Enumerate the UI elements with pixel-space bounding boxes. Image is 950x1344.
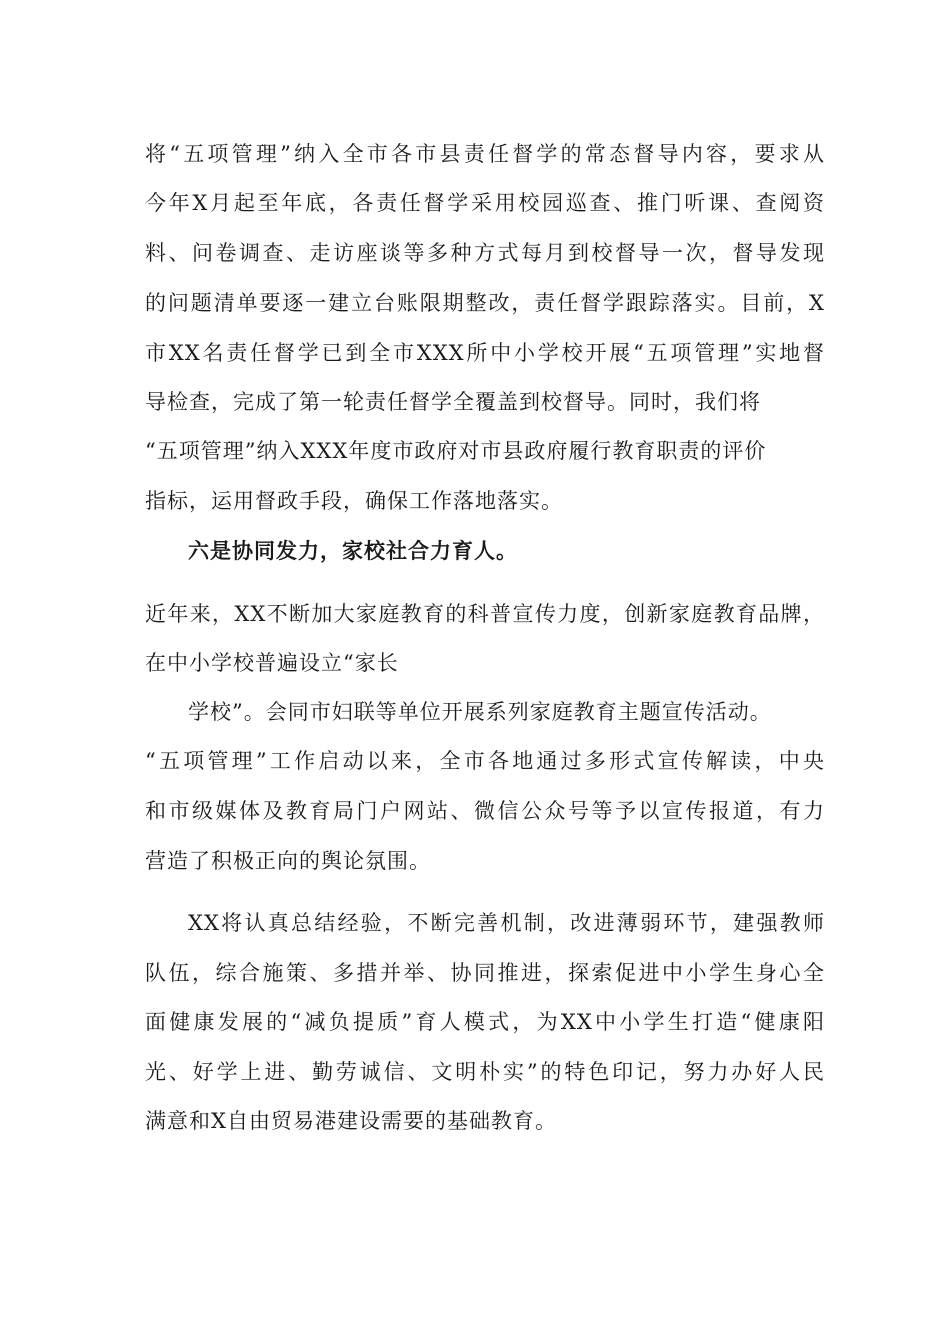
paragraph-line: 今年X月起至年底，各责任督学采用校园巡查、推门听课、查阅资 — [145, 191, 825, 215]
paragraph-line: “五项管理”纳入XXX年度市政府对市县政府履行教育职责的评价 — [145, 439, 767, 463]
paragraph-line: 光、好学上进、勤劳诚信、文明朴实”的特色印记，努力办好人民 — [145, 1060, 825, 1084]
paragraph-line: 将“五项管理”纳入全市各市县责任督学的常态督导内容，要求从 — [145, 142, 825, 166]
paragraph-line: 和市级媒体及教育局门户网站、微信公众号等予以宣传报道，有力 — [145, 799, 825, 823]
paragraph-line: 的问题清单要逐一建立台账限期整改，责任督学跟踪落实。目前，X — [145, 291, 825, 315]
paragraph-line: 学校”。会同市妇联等单位开展系列家庭教育主题宣传活动。 — [188, 700, 772, 724]
paragraph-line: XX将认真总结经验，不断完善机制，改进薄弱环节，建强教师 — [188, 911, 825, 935]
paragraph-line: 料、问卷调查、走访座谈等多种方式每月到校督导一次，督导发现 — [145, 241, 825, 265]
paragraph-line: 队伍，综合施策、多措并举、协同推进，探索促进中小学生身心全 — [145, 961, 825, 985]
paragraph-line: 市XX名责任督学已到全市XXX所中小学校开展“五项管理”实地督 — [145, 341, 825, 365]
paragraph-line: 满意和X自由贸易港建设需要的基础教育。 — [145, 1109, 557, 1133]
paragraph-line: 面健康发展的“减负提质”育人模式，为XX中小学生打造“健康阳 — [145, 1010, 825, 1034]
section-heading: 六是协同发力，家校社合力育人。 — [188, 538, 518, 563]
paragraph-line: 营造了积极正向的舆论氛围。 — [145, 849, 431, 873]
paragraph-line: 在中小学校普遍设立“家长 — [145, 651, 399, 675]
paragraph-line: 指标，运用督政手段，确保工作落地落实。 — [145, 489, 563, 513]
paragraph-line: 导检查，完成了第一轮责任督学全覆盖到校督导。同时，我们将 — [145, 390, 761, 414]
paragraph-line: “五项管理”工作启动以来，全市各地通过多形式宣传解读，中央 — [145, 749, 825, 773]
paragraph-line: 近年来，XX不断加大家庭教育的科普宣传力度，创新家庭教育品牌， — [145, 602, 825, 626]
